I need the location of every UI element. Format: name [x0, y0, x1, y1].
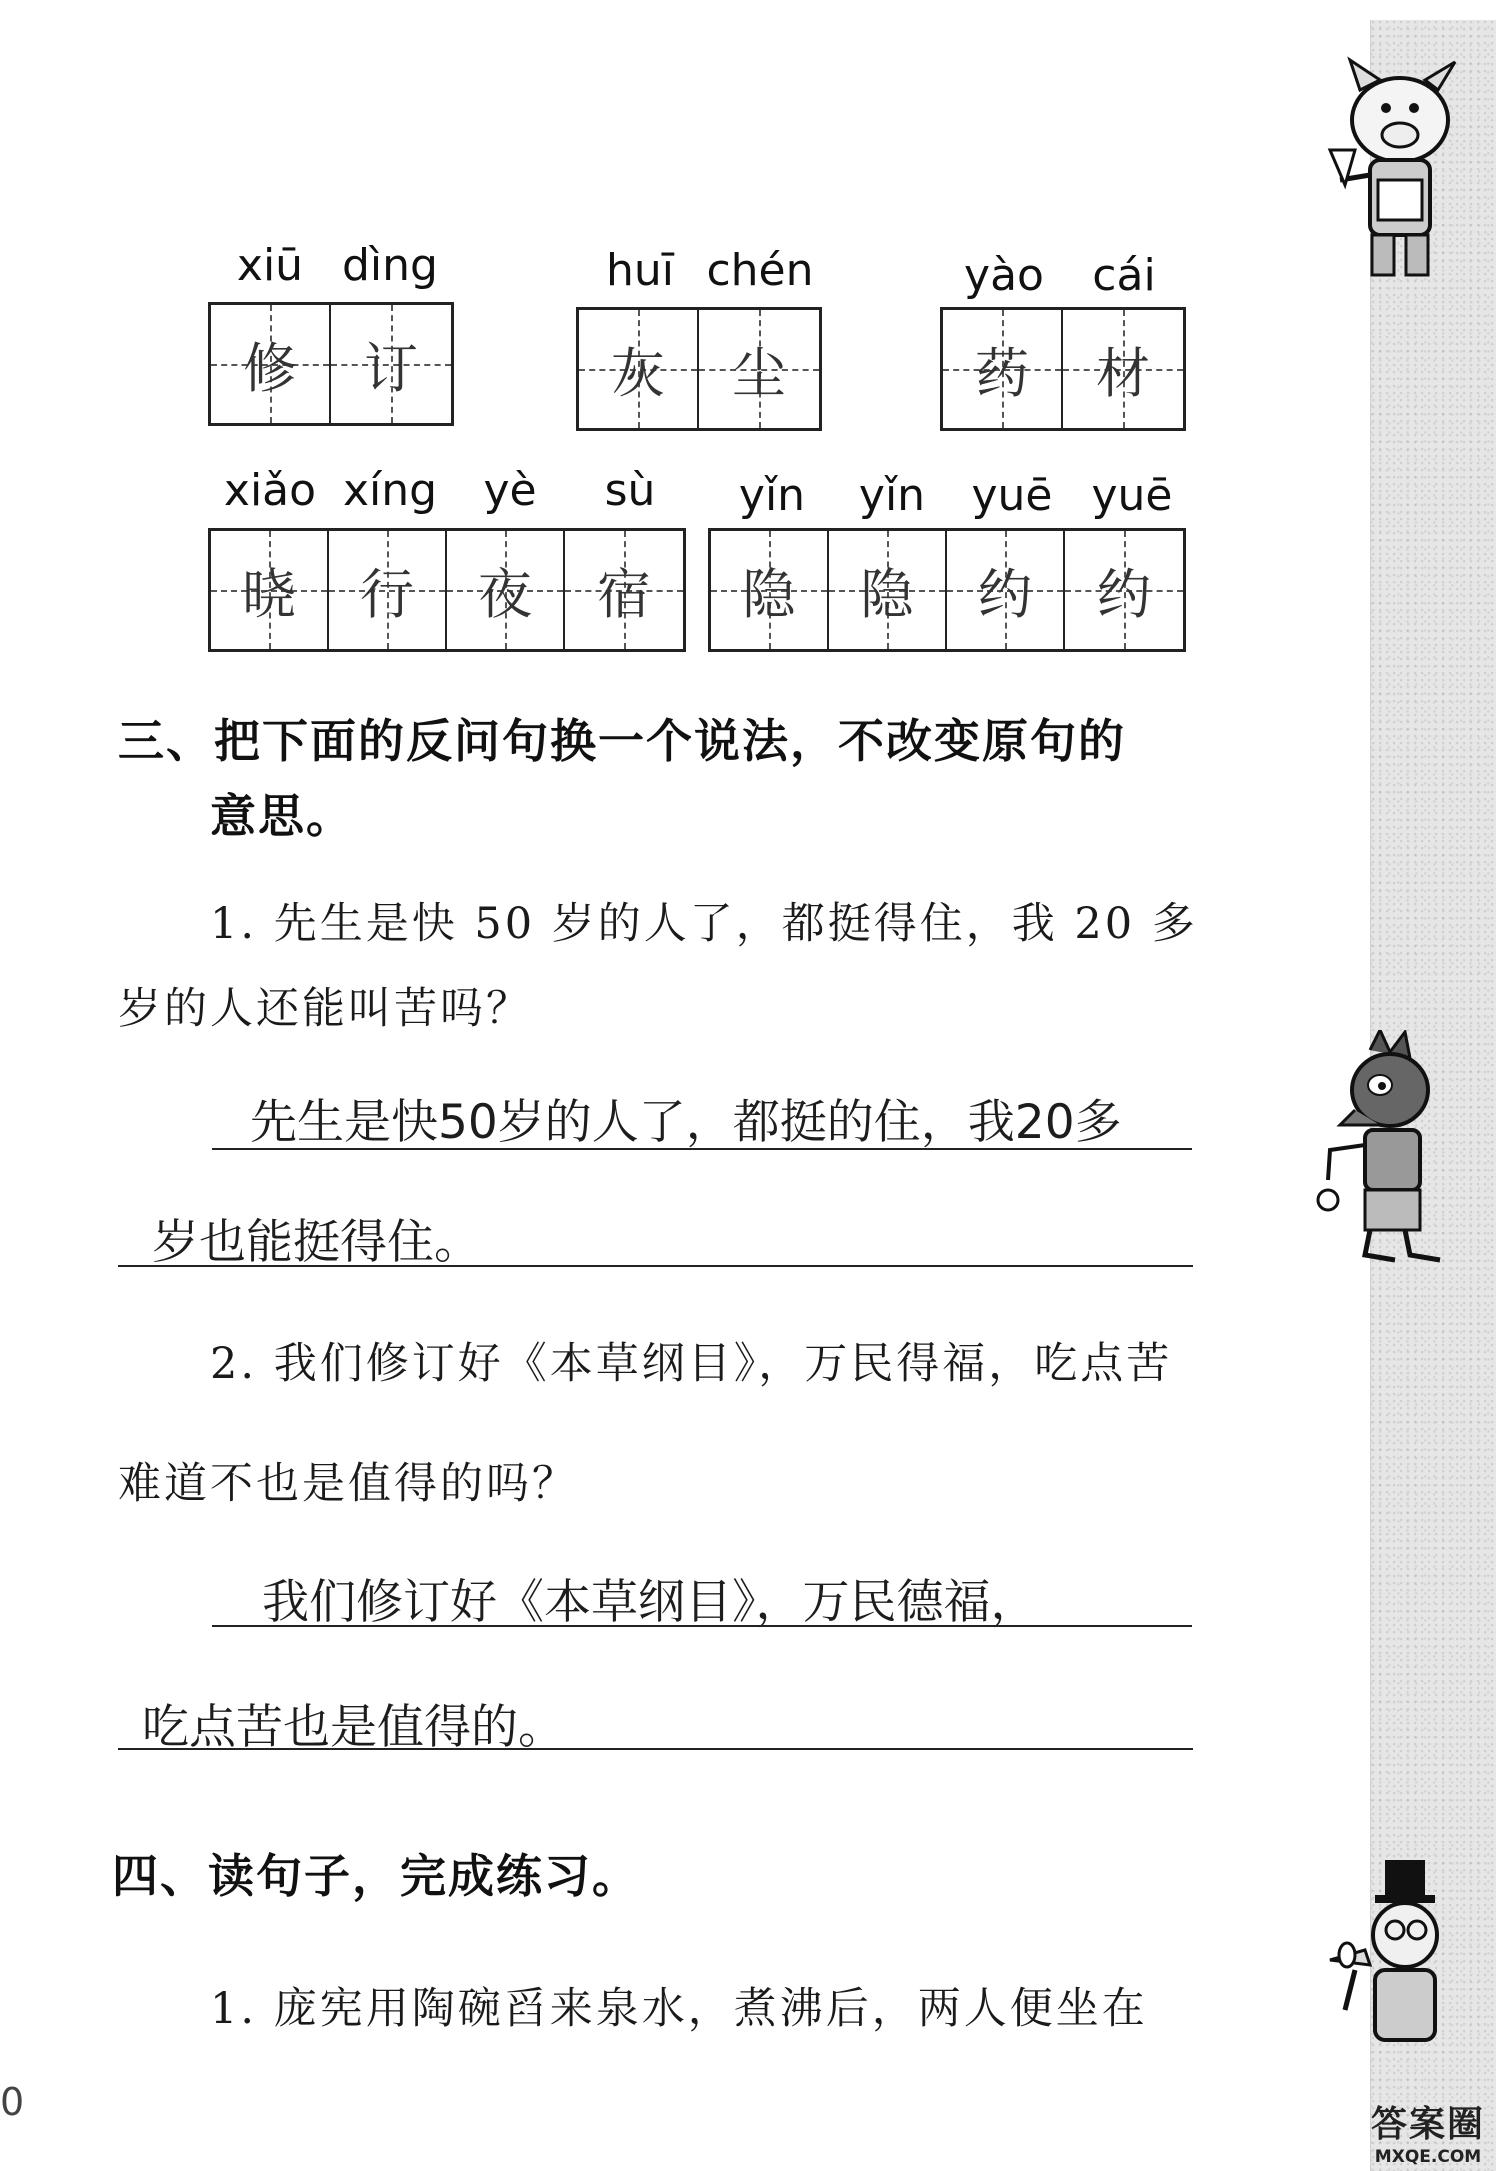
watermark-logo: 答案圈 MXQE.COM: [1370, 2104, 1485, 2167]
char-cell: 订: [331, 305, 451, 423]
char-box-group: [576, 307, 822, 431]
char-cell: 行: [329, 531, 447, 649]
pinyin-label: yǐn: [738, 470, 806, 521]
char-cell: 药: [943, 310, 1063, 428]
answer-2-line-2: 吃点苦也是值得的。: [142, 1700, 565, 1755]
duck-cartoon-icon: [1325, 1860, 1475, 2090]
char-box-group: [208, 528, 686, 652]
pinyin-label: chén: [706, 245, 814, 296]
pinyin-label: yuē: [1091, 470, 1173, 521]
section-3-heading-cont: 意思。: [210, 789, 354, 843]
char-cell: 修: [211, 305, 331, 423]
char-cell: 约: [947, 531, 1065, 649]
char-cell: 材: [1063, 310, 1183, 428]
char-box-group: [940, 307, 1186, 431]
pig-cartoon-icon: [1320, 50, 1480, 290]
question-1-text-cont: 岁的人还能叫苦吗？: [118, 984, 532, 1034]
pinyin-label: sù: [604, 465, 656, 516]
char-cell: 尘: [699, 310, 819, 428]
char-cell: 灰: [579, 310, 699, 428]
answer-line: [212, 1148, 1192, 1150]
page-number: 0: [0, 2080, 25, 2124]
pinyin-label: dìng: [342, 240, 438, 291]
pinyin-label: xiǎo: [223, 465, 317, 516]
char-cell: 晓: [211, 531, 329, 649]
answer-line: [212, 1625, 1192, 1627]
char-box-group: [708, 528, 1186, 652]
answer-1-line-1: 先生是快50岁的人了，都挺的住，我20多: [250, 1095, 1122, 1150]
question-2-text: 2. 我们修订好《本草纲目》，万民得福，吃点苦: [210, 1339, 1173, 1389]
question-1-text: 1. 先生是快 50 岁的人了，都挺得住，我 20 多: [210, 899, 1198, 949]
char-box-group: [208, 302, 454, 426]
answer-line: [118, 1265, 1193, 1267]
section-4-heading: 四、读句子，完成练习。: [112, 1849, 640, 1903]
pinyin-label: yuē: [971, 470, 1053, 521]
pinyin-label: yǐn: [858, 470, 926, 521]
pinyin-label: cái: [1092, 250, 1156, 301]
answer-2-line-1: 我们修订好《本草纲目》，万民德福，: [262, 1575, 1038, 1630]
pinyin-label: yè: [483, 465, 537, 516]
answer-line: [118, 1748, 1193, 1750]
wolf-cartoon-icon: [1310, 1030, 1480, 1270]
char-cell: 约: [1065, 531, 1183, 649]
section-3-heading: 三、把下面的反问句换一个说法，不改变原句的: [118, 714, 1126, 768]
pinyin-label: xiū: [236, 240, 304, 291]
char-cell: 隐: [711, 531, 829, 649]
char-cell: 夜: [447, 531, 565, 649]
pinyin-label: yào: [964, 250, 1044, 301]
answer-1-line-2: 岁也能挺得住。: [152, 1215, 481, 1270]
section-4-question-1: 1. 庞宪用陶碗舀来泉水，煮沸后，两人便坐在: [210, 1984, 1148, 2034]
char-cell: 隐: [829, 531, 947, 649]
char-cell: 宿: [565, 531, 683, 649]
pinyin-label: xíng: [342, 465, 438, 516]
pinyin-label: huī: [606, 245, 674, 296]
question-2-text-cont: 难道不也是值得的吗？: [118, 1459, 578, 1509]
